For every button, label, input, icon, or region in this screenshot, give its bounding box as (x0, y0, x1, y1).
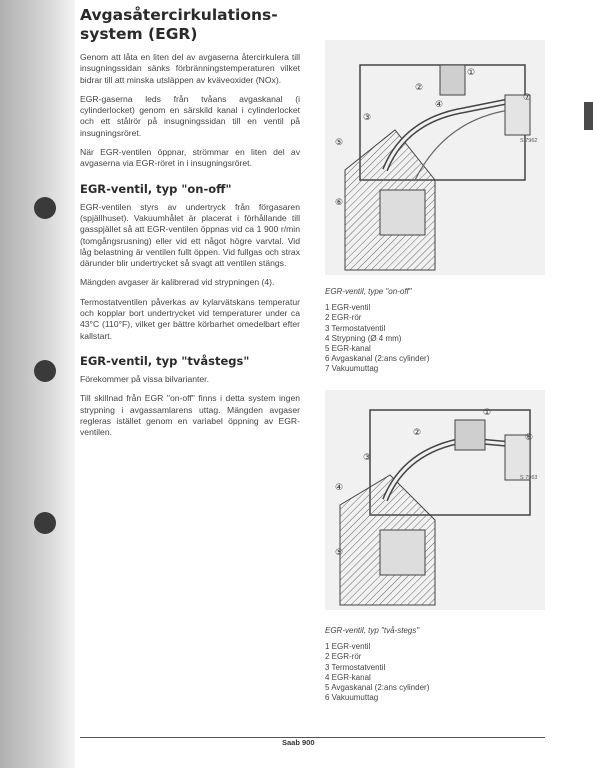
binding-gutter (0, 0, 75, 768)
figure-2-caption (325, 626, 429, 703)
title-line-1: Avgasåtercirkulations- (80, 6, 278, 24)
paragraph: Till skillnad från EGR "on-off" finns i detta system ingen strypning i avgassamlarens uttag. Mängden avgaser regleras istället genom en variabel öppning av EGR-ventilen. (80, 393, 300, 438)
section-heading-on-off: EGR-ventil, typ "on-off" (80, 181, 232, 196)
figure-1-caption (325, 287, 429, 375)
figure-egr-on-off (325, 40, 545, 275)
callout-6: ⑥ (525, 433, 534, 443)
legend-item: 1 EGR-ventil (325, 642, 371, 652)
page-edge-tab (584, 102, 593, 130)
callout-1: ① (483, 408, 492, 418)
legend-item: 1 EGR-ventil (325, 303, 371, 313)
callout-4: ④ (335, 483, 344, 493)
callout-5: ⑤ (335, 548, 344, 558)
callout-4: ④ (435, 100, 444, 110)
legend-item: 4 Strypning (Ø 4 mm) (325, 333, 402, 343)
paragraph: EGR-gaserna leds från tvåans avgaskanal (i cylinderlocket) genom en särskild kanal i cylinderlocket och ett stålrör på insugningssidan till en ventil på insugningsröret. (80, 93, 300, 138)
title-line-2: system (EGR) (80, 25, 198, 43)
figure-egr-two-stage (325, 390, 545, 610)
punch-hole (34, 360, 56, 382)
legend-item: 7 Vakuumuttag (325, 364, 379, 374)
callout-6: ⑥ (335, 198, 344, 208)
legend-item: 6 Vakuumuttag (325, 693, 379, 703)
engine-diagram-2 (325, 390, 545, 610)
callout-5: ⑤ (335, 138, 344, 148)
page-title (80, 6, 300, 44)
paragraph: Förekommer på vissa bilvarianter. (80, 373, 209, 384)
callout-7: ⑦ (523, 93, 532, 103)
paragraph: Mängden avgaser är kalibrerad vid strypningen (4). (80, 277, 275, 288)
punch-hole (34, 197, 56, 219)
callout-3: ③ (363, 453, 372, 463)
figure-code: S 7962 (520, 138, 538, 144)
callout-3: ③ (363, 113, 372, 123)
legend-item: 3 Termostatventil (325, 662, 386, 672)
callout-1: ① (467, 68, 476, 78)
main-text-column (80, 6, 300, 446)
caption-title: EGR-ventil, type "on-off" (325, 287, 412, 296)
figure-code: S 7963 (520, 475, 538, 481)
callout-2: ② (415, 83, 424, 93)
callout-2: ② (413, 428, 422, 438)
section-heading-two-stage: EGR-ventil, typ "tvåstegs" (80, 353, 250, 368)
legend-item: 2 EGR-rör (325, 652, 362, 662)
legend-item: 4 EGR-kanal (325, 672, 371, 682)
legend-item: 3 Termostatventil (325, 323, 386, 333)
punch-hole (34, 512, 56, 534)
paragraph: EGR-ventilen styrs av undertryck från förgasaren (spjällhuset). Vakuumhålet är placerat i förhållande till gasspjället så att EGR-ventilen öppnas vid ca 1 900 r/min (tomgångsrusning) eller vid ett något högre varvtal. Vid låg belastning är ventilen fullt öppen. Vid fullgas och strax därunder blir undertrycket så svagt att ventilen stängs. (80, 201, 300, 269)
paragraph: Genom att låta en liten del av avgaserna återcirkulera till insugningssidan sänks förbränningstemperaturen vilket bidrar till att minska utsläppen av kväveoxider (NOx). (80, 52, 300, 85)
legend-item: 5 EGR-kanal (325, 344, 371, 354)
engine-diagram-1 (325, 40, 545, 275)
page-footer: Saab 900 (282, 738, 315, 747)
caption-title: EGR-ventil, typ "två-stegs" (325, 626, 420, 635)
paragraph: När EGR-ventilen öppnar, strömmar en liten del av avgaserna via EGR-röret in i insugningsröret. (80, 147, 300, 169)
legend-item: 2 EGR-rör (325, 313, 362, 323)
legend-item: 5 Avgaskanal (2:ans cylinder) (325, 683, 430, 693)
paragraph: Termostatventilen påverkas av kylarvätskans temperatur och kopplar bort undertrycket vid temperaturer under ca 43°C (110°F), vilket ger bättre körbarhet omedelbart efter kallstart. (80, 296, 300, 341)
legend-item: 6 Avgaskanal (2:ans cylinder) (325, 354, 430, 364)
